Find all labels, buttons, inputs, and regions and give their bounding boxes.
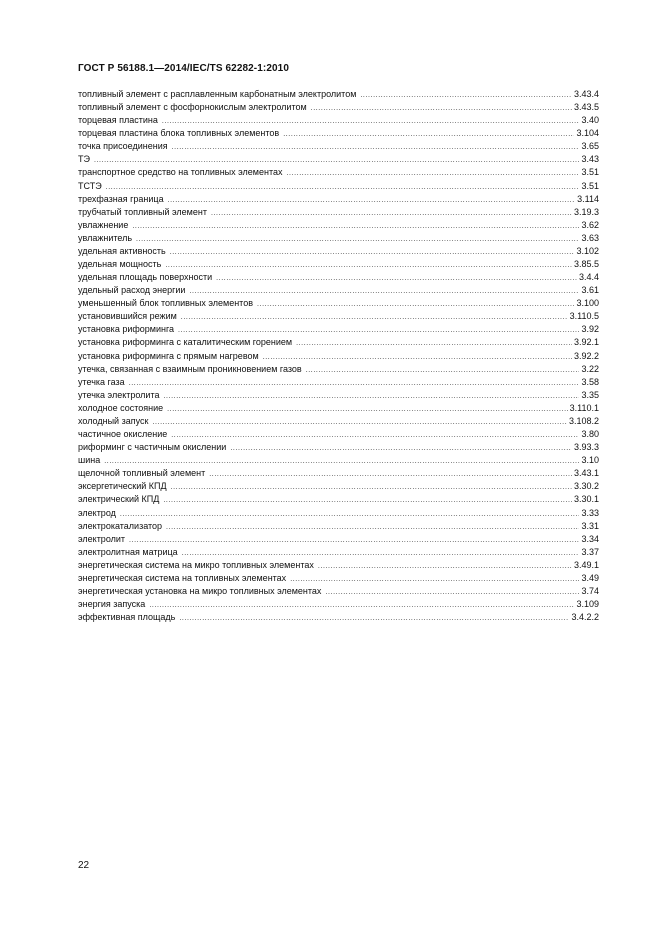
index-reference: 3.80 <box>581 429 599 440</box>
alphabetical-index <box>78 88 599 624</box>
index-reference: 3.109 <box>576 599 599 610</box>
index-term: холодный запуск <box>78 415 149 426</box>
index-entry <box>78 245 599 258</box>
index-term: трехфазная граница <box>78 193 164 204</box>
index-entry <box>78 520 599 533</box>
index-reference: 3.10 <box>581 455 599 466</box>
dot-leader <box>181 311 568 324</box>
index-term: удельный расход энергии <box>78 285 186 296</box>
index-entry <box>78 572 599 585</box>
dot-leader <box>165 259 572 272</box>
index-reference: 3.63 <box>581 232 599 243</box>
index-term: точка присоединения <box>78 141 168 152</box>
dot-leader <box>129 534 579 547</box>
index-entry <box>78 507 599 520</box>
index-entry <box>78 258 599 271</box>
index-entry <box>78 533 599 546</box>
index-entry <box>78 180 599 193</box>
index-reference: 3.110.5 <box>569 311 599 322</box>
index-entry <box>78 402 599 415</box>
index-entry <box>78 206 599 219</box>
index-term: частичное окисление <box>78 429 168 440</box>
index-term: трубчатый топливный элемент <box>78 206 207 217</box>
index-entry <box>78 153 599 166</box>
index-term: удельная активность <box>78 245 166 256</box>
dot-leader <box>129 377 580 390</box>
index-reference: 3.61 <box>581 285 599 296</box>
index-entry <box>78 415 599 428</box>
index-term: удельная площадь поверхности <box>78 272 213 283</box>
index-term: удельная мощность <box>78 259 162 270</box>
index-term: торцевая пластина <box>78 115 158 126</box>
index-term: уменьшенный блок топливных элементов <box>78 298 253 309</box>
index-term: топливный элемент с фосфорнокислым электролитом <box>78 102 307 113</box>
index-reference: 3.34 <box>581 533 599 544</box>
index-entry <box>78 284 599 297</box>
dot-leader <box>286 167 579 180</box>
dot-leader <box>120 508 580 521</box>
index-reference: 3.102 <box>576 245 599 256</box>
dot-leader <box>311 102 572 115</box>
index-term: утечка электролита <box>78 389 160 400</box>
index-reference: 3.100 <box>576 298 599 309</box>
index-entry <box>78 127 599 140</box>
index-term: эксергетический КПД <box>78 481 167 492</box>
index-reference: 3.108.2 <box>568 415 599 426</box>
index-entry <box>78 454 599 467</box>
index-reference: 3.93.3 <box>573 442 599 453</box>
index-term: щелочной топливный элемент <box>78 468 206 479</box>
index-reference: 3.35 <box>581 389 599 400</box>
index-reference: 3.43.5 <box>573 102 599 113</box>
index-term: энергетическая система на микро топливных элементах <box>78 559 314 570</box>
index-reference: 3.51 <box>581 167 599 178</box>
index-term: эффективная площадь <box>78 612 176 623</box>
index-entry <box>78 193 599 206</box>
index-entry <box>78 310 599 323</box>
index-term: утечка газа <box>78 376 125 387</box>
index-term: электролитная матрица <box>78 546 178 557</box>
index-reference: 3.4.2.2 <box>571 612 599 623</box>
dot-leader <box>168 194 576 207</box>
dot-leader <box>132 220 579 233</box>
dot-leader <box>257 298 574 311</box>
index-entry <box>78 297 599 310</box>
index-entry <box>78 598 599 611</box>
index-reference: 3.110.1 <box>569 402 599 413</box>
index-entry <box>78 363 599 376</box>
index-reference: 3.30.1 <box>573 494 599 505</box>
index-term: увлажнение <box>78 219 129 230</box>
dot-leader <box>360 89 572 102</box>
index-term: холодное состояние <box>78 402 164 413</box>
index-term: установившийся режим <box>78 311 177 322</box>
index-entry <box>78 114 599 127</box>
index-reference: 3.74 <box>581 585 599 596</box>
document-header: ГОСТ Р 56188.1—2014/IEC/TS 62282-1:2010 <box>78 63 289 74</box>
dot-leader <box>290 573 579 586</box>
index-reference: 3.19.3 <box>573 206 599 217</box>
dot-leader <box>106 181 580 194</box>
index-term: увлажнитель <box>78 232 133 243</box>
index-entry <box>78 140 599 153</box>
index-reference: 3.49.1 <box>573 559 599 570</box>
index-reference: 3.33 <box>581 507 599 518</box>
index-entry <box>78 493 599 506</box>
index-entry <box>78 219 599 232</box>
index-entry <box>78 323 599 336</box>
dot-leader <box>283 128 574 141</box>
index-entry <box>78 467 599 480</box>
index-term: установка риформинга <box>78 324 175 335</box>
index-term: электрический КПД <box>78 494 160 505</box>
dot-leader <box>211 207 572 220</box>
index-reference: 3.40 <box>581 115 599 126</box>
index-entry <box>78 611 599 624</box>
dot-leader <box>167 403 568 416</box>
dot-leader <box>170 246 575 259</box>
index-reference: 3.92.1 <box>573 337 599 348</box>
page-number: 22 <box>78 860 90 871</box>
dot-leader <box>318 560 572 573</box>
index-entry <box>78 441 599 454</box>
index-term: утечка, связанная с взаимным проникновением газов <box>78 363 302 374</box>
index-entry <box>78 350 599 363</box>
index-term: установка риформинга с каталитическим горением <box>78 337 293 348</box>
index-entry <box>78 376 599 389</box>
index-reference: 3.22 <box>581 363 599 374</box>
dot-leader <box>263 351 572 364</box>
index-reference: 3.4.4 <box>578 272 599 283</box>
index-term: электролит <box>78 533 126 544</box>
index-entry <box>78 559 599 572</box>
index-reference: 3.92.2 <box>573 350 599 361</box>
dot-leader <box>230 442 572 455</box>
index-entry <box>78 389 599 402</box>
index-term: шина <box>78 455 101 466</box>
index-reference: 3.58 <box>581 376 599 387</box>
index-reference: 3.30.2 <box>573 481 599 492</box>
dot-leader <box>149 599 574 612</box>
index-term: электрод <box>78 507 116 518</box>
index-entry <box>78 480 599 493</box>
index-reference: 3.37 <box>581 546 599 557</box>
index-term: торцевая пластина блока топливных элементов <box>78 128 280 139</box>
index-entry <box>78 232 599 245</box>
index-term: риформинг с частичным окислении <box>78 442 227 453</box>
index-term: транспортное средство на топливных элементах <box>78 167 283 178</box>
index-entry <box>78 585 599 598</box>
dot-leader <box>136 233 579 246</box>
dot-leader <box>166 521 579 534</box>
index-reference: 3.43.4 <box>573 89 599 99</box>
index-entry <box>78 101 599 114</box>
index-entry <box>78 88 599 101</box>
dot-leader <box>306 364 580 377</box>
dot-leader <box>172 141 580 154</box>
index-reference: 3.114 <box>577 193 599 204</box>
index-entry <box>78 336 599 349</box>
index-term: энергетическая система на топливных элементах <box>78 572 287 583</box>
index-term: ТСТЭ <box>78 180 102 191</box>
index-reference: 3.49 <box>581 572 599 583</box>
dot-leader <box>164 390 580 403</box>
index-entry <box>78 428 599 441</box>
dot-leader <box>152 416 567 429</box>
index-reference: 3.43 <box>581 154 599 165</box>
dot-leader <box>179 612 569 625</box>
index-reference: 3.92 <box>581 324 599 335</box>
index-entry <box>78 166 599 179</box>
index-term: топливный элемент с расплавленным карбонатным электролитом <box>78 89 357 99</box>
dot-leader <box>296 337 572 350</box>
index-reference: 3.65 <box>581 141 599 152</box>
dot-leader <box>171 429 579 442</box>
dot-leader <box>171 481 572 494</box>
index-term: электрокатализатор <box>78 520 163 531</box>
index-term: энергия запуска <box>78 599 146 610</box>
index-reference: 3.104 <box>576 128 599 139</box>
dot-leader <box>216 272 577 285</box>
index-reference: 3.51 <box>581 180 599 191</box>
dot-leader <box>209 468 572 481</box>
index-entry <box>78 546 599 559</box>
index-reference: 3.62 <box>581 219 599 230</box>
index-term: ТЭ <box>78 154 90 165</box>
dot-leader <box>163 494 572 507</box>
index-term: установка риформинга с прямым нагревом <box>78 350 259 361</box>
index-reference: 3.43.1 <box>573 468 599 479</box>
index-reference: 3.85.5 <box>573 259 599 270</box>
dot-leader <box>325 586 579 599</box>
index-reference: 3.31 <box>581 520 599 531</box>
index-term: энергетическая установка на микро топливных элементах <box>78 585 322 596</box>
index-entry <box>78 271 599 284</box>
